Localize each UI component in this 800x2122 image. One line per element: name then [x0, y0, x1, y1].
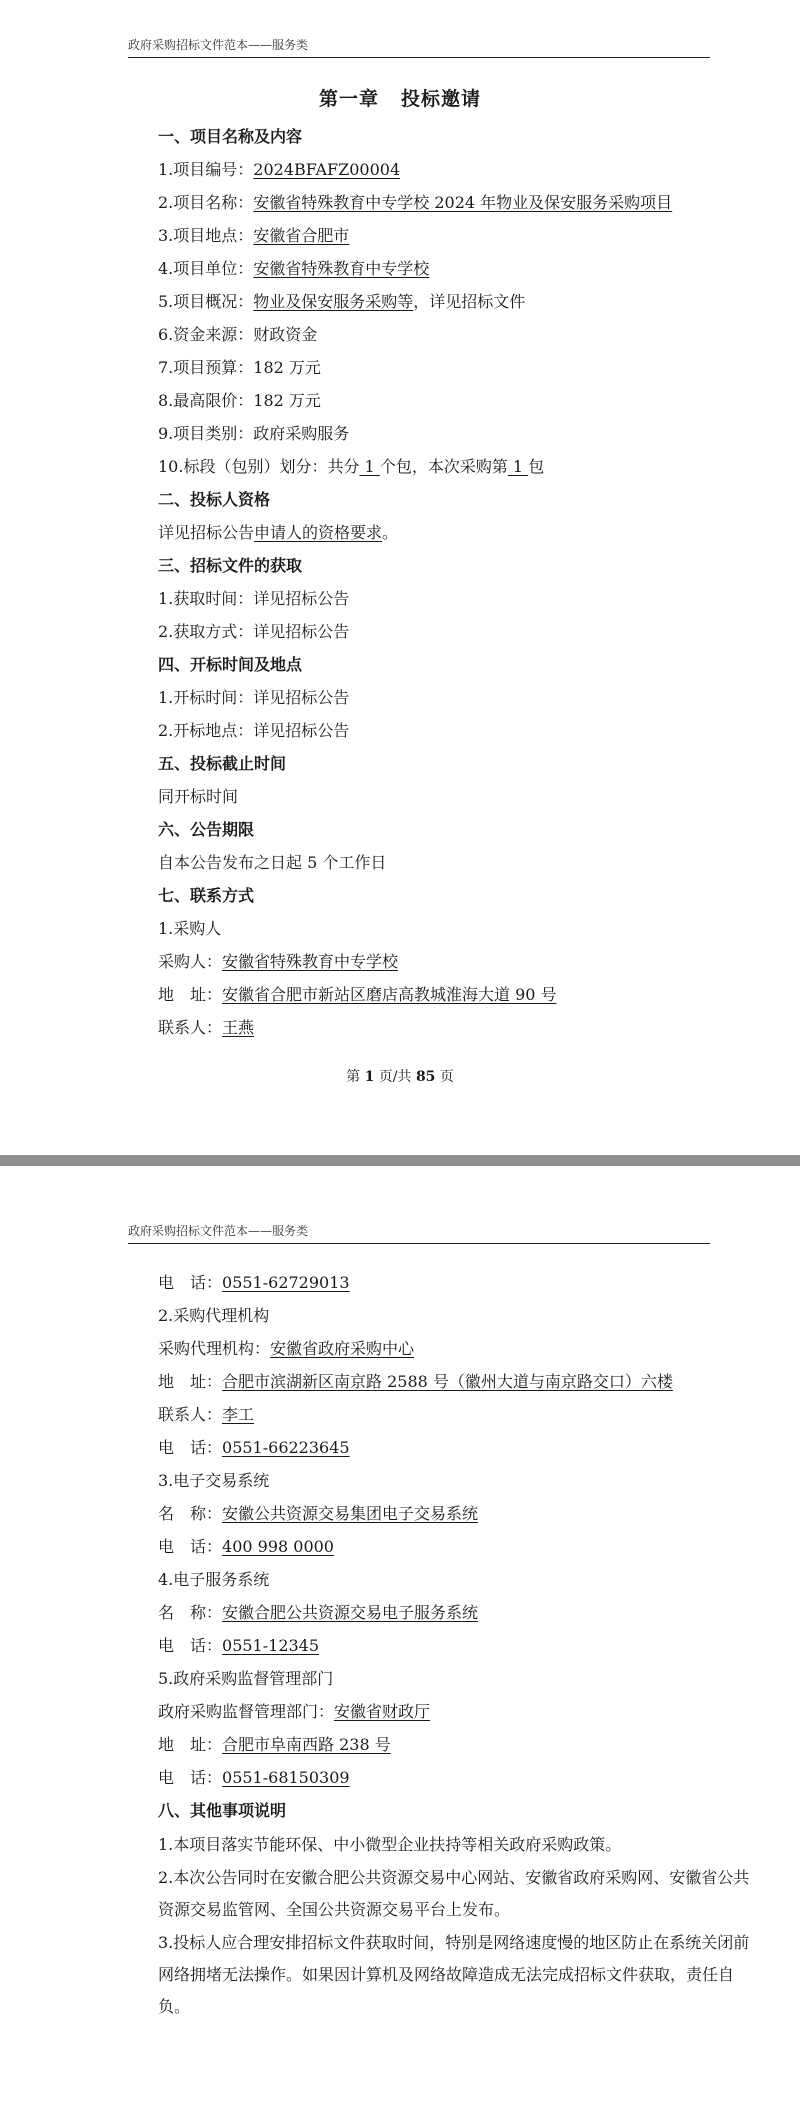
contact-purchaser-heading: 1.采购人 — [158, 919, 222, 938]
eservice-heading: 4.电子服务系统 — [158, 1570, 270, 1589]
project-number: 1.项目编号：2024BFAFZ00004 — [158, 160, 401, 179]
chapter-name: 投标邀请 — [401, 88, 482, 110]
eservice-name: 名 称：安徽合肥公共资源交易电子服务系统 — [158, 1603, 479, 1622]
project-overview: 5.项目概况：物业及保安服务采购等，详见招标文件 — [158, 292, 526, 311]
etrade-heading: 3.电子交易系统 — [158, 1471, 270, 1490]
notice-period: 自本公告发布之日起 5 个工作日 — [158, 853, 387, 872]
chapter-title — [0, 84, 800, 111]
section-heading: 七、联系方式 — [158, 886, 255, 905]
project-unit: 4.项目单位：安徽省特殊教育中专学校 — [158, 259, 430, 278]
purchaser-contact: 联系人：王燕 — [158, 1018, 255, 1037]
lot-division: 10.标段（包别）划分：共分 1 个包，本次采购第 1 包 — [158, 457, 545, 476]
deadline-text: 同开标时间 — [158, 787, 239, 806]
page-1-content — [158, 120, 718, 1044]
eservice-phone: 电 话：0551-12345 — [158, 1636, 320, 1655]
project-category: 9.项目类别：政府采购服务 — [158, 424, 350, 443]
purchaser-address: 地 址：安徽省合肥市新站区磨店高教城淮海大道 90 号 — [158, 985, 557, 1004]
page-footer: 第 1 页/共 85 页 — [346, 1069, 454, 1085]
section-heading: 五、投标截止时间 — [158, 754, 287, 773]
supervision-name: 政府采购监督管理部门：安徽省财政厅 — [158, 1702, 431, 1721]
agency-phone: 电 话：0551-66223645 — [158, 1438, 350, 1457]
acquire-time: 1.获取时间：详见招标公告 — [158, 589, 350, 608]
page-header: 政府采购招标文件范本——服务类 — [128, 1222, 710, 1244]
acquire-method: 2.获取方式：详见招标公告 — [158, 622, 350, 641]
agency-name: 采购代理机构：安徽省政府采购中心 — [158, 1339, 415, 1358]
chapter-number: 第一章 — [318, 88, 379, 110]
fund-source: 6.资金来源：财政资金 — [158, 325, 318, 344]
purchaser-phone: 电 话：0551-62729013 — [158, 1273, 350, 1292]
opening-time: 1.开标时间：详见招标公告 — [158, 688, 350, 707]
section-heading: 八、其他事项说明 — [158, 1801, 287, 1820]
section-heading: 一、项目名称及内容 — [158, 127, 303, 146]
document-page-2 — [0, 1166, 800, 2122]
etrade-phone: 电 话：400 998 0000 — [158, 1537, 334, 1556]
agency-contact: 联系人：李工 — [158, 1405, 255, 1424]
max-price: 8.最高限价：182 万元 — [158, 391, 321, 410]
page-separator — [0, 1155, 800, 1166]
project-location: 3.项目地点：安徽省合肥市 — [158, 226, 350, 245]
other-item-3: 3.投标人应合理安排招标文件获取时间，特别是网络速度慢的地区防止在系统关闭前网络拥堵无法操作。如果因计算机及网络故障造成无法完成招标文件获取，责任自负。 — [158, 1933, 750, 2016]
section-heading: 二、投标人资格 — [158, 490, 271, 509]
supervision-phone: 电 话：0551-68150309 — [158, 1768, 350, 1787]
other-item-1: 1.本项目落实节能环保、中小微型企业扶持等相关政府采购政策。 — [158, 1835, 622, 1854]
purchaser-name: 采购人：安徽省特殊教育中专学校 — [158, 952, 399, 971]
supervision-heading: 5.政府采购监督管理部门 — [158, 1669, 334, 1688]
page-2-content — [158, 1266, 750, 2023]
etrade-name: 名 称：安徽公共资源交易集团电子交易系统 — [158, 1504, 479, 1523]
opening-place: 2.开标地点：详见招标公告 — [158, 721, 350, 740]
bidder-qualification: 详见招标公告申请人的资格要求。 — [158, 523, 399, 542]
agency-heading: 2.采购代理机构 — [158, 1306, 270, 1325]
page-header: 政府采购招标文件范本——服务类 — [128, 36, 710, 58]
project-budget: 7.项目预算：182 万元 — [158, 358, 321, 377]
section-heading: 三、招标文件的获取 — [158, 556, 303, 575]
project-name: 2.项目名称：安徽省特殊教育中专学校 2024 年物业及保安服务采购项目 — [158, 193, 673, 212]
section-heading: 四、开标时间及地点 — [158, 655, 303, 674]
section-heading: 六、公告期限 — [158, 820, 255, 839]
supervision-address: 地 址：合肥市阜南西路 238 号 — [158, 1735, 391, 1754]
agency-address: 地 址：合肥市滨湖新区南京路 2588 号（徽州大道与南京路交口）六楼 — [158, 1372, 673, 1391]
other-item-2: 2.本次公告同时在安徽合肥公共资源交易中心网站、安徽省政府采购网、安徽省公共资源交易监管网、全国公共资源交易平台上发布。 — [158, 1868, 750, 1919]
